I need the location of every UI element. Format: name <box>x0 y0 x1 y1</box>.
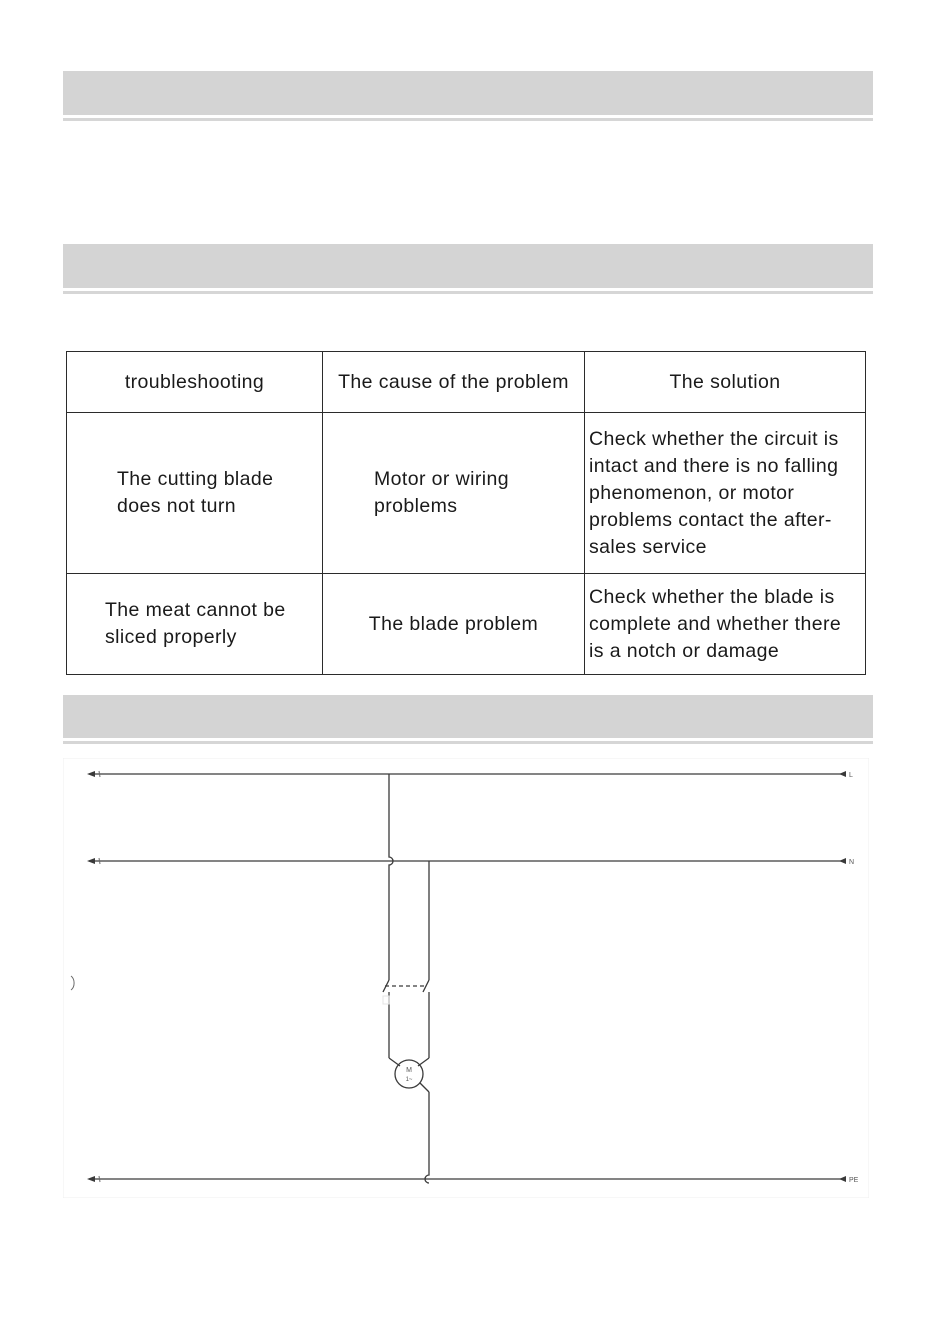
header-solution: The solution <box>585 352 866 413</box>
cause-cell: Motor or wiring problems <box>323 413 585 574</box>
section-header-bar-3 <box>63 695 873 738</box>
solution-cell: Check whether the circuit is intact and there is no falling phenomenon, or motor problems contact the after-sales service <box>585 413 866 574</box>
table-row <box>67 413 866 574</box>
motor-phase-label: 1~ <box>405 1077 413 1083</box>
table-header-row <box>67 352 866 413</box>
section-divider-2 <box>63 291 873 294</box>
section-header-bar-2 <box>63 244 873 288</box>
section-header-bar-1 <box>63 71 873 115</box>
header-cause: The cause of the problem <box>323 352 585 413</box>
symptom-cell: The meat cannot be sliced properly <box>67 574 323 675</box>
motor-label: M <box>406 1067 412 1074</box>
terminal-label-n: N <box>849 859 855 866</box>
section-divider-1 <box>63 118 873 121</box>
header-troubleshooting: troubleshooting <box>67 352 323 413</box>
table-row <box>67 574 866 675</box>
wiring-diagram <box>63 758 869 1198</box>
terminal-label-l: L <box>849 772 853 779</box>
troubleshooting-table <box>66 351 866 675</box>
cause-cell: The blade problem <box>323 574 585 675</box>
section-divider-3 <box>63 741 873 744</box>
solution-cell: Check whether the blade is complete and whether there is a notch or damage <box>585 574 866 675</box>
symptom-cell: The cutting blade does not turn <box>67 413 323 574</box>
terminal-label-pe: PE <box>849 1177 859 1184</box>
